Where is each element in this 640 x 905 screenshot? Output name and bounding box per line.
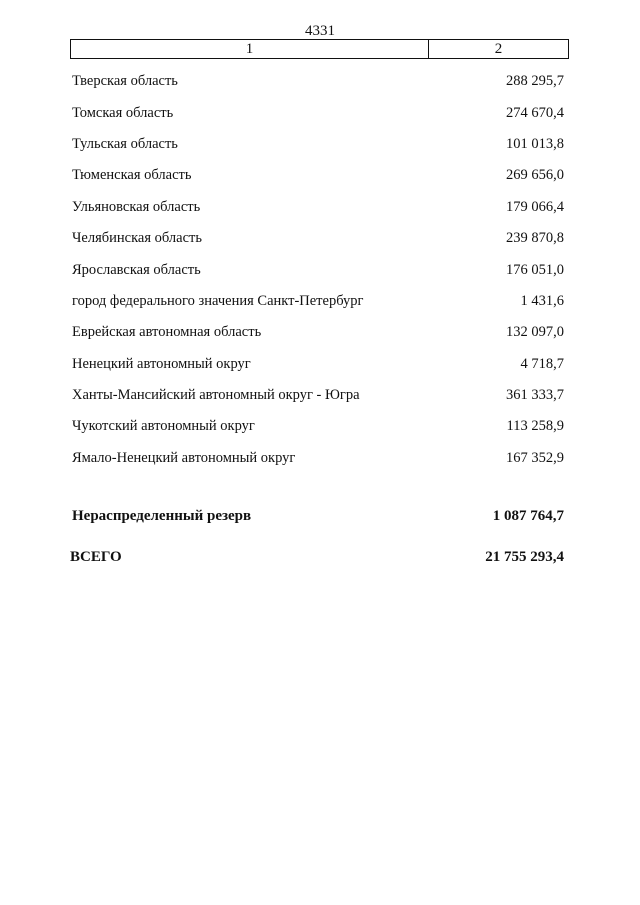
reserve-label: Нераспределенный резерв	[72, 508, 252, 524]
region-name: Томская область	[72, 104, 174, 121]
table-row	[72, 160, 564, 191]
column-header-2: 2	[494, 41, 503, 57]
total-amount: 21 755 293,4	[485, 549, 564, 565]
region-amount: 179 066,4	[506, 198, 564, 215]
region-amount: 288 295,7	[506, 73, 564, 90]
table-row	[72, 192, 564, 223]
region-amount: 176 051,0	[506, 261, 564, 278]
region-amount: 167 352,9	[506, 449, 564, 466]
region-amount: 269 656,0	[506, 167, 564, 184]
column-header-row	[70, 39, 569, 59]
total-label: ВСЕГО	[70, 549, 122, 565]
region-name: Ямало-Ненецкий автономный округ	[72, 449, 296, 466]
region-list	[72, 66, 564, 474]
region-amount: 4 718,7	[520, 355, 564, 372]
region-name: Ханты-Мансийский автономный округ - Югра	[72, 387, 360, 404]
reserve-amount: 1 087 764,7	[492, 508, 564, 524]
table-row	[72, 286, 564, 317]
region-amount: 274 670,4	[506, 104, 564, 121]
region-amount: 132 097,0	[506, 324, 564, 341]
total-row	[70, 549, 564, 566]
unallocated-reserve-row	[72, 508, 564, 525]
region-name: Ненецкий автономный округ	[72, 355, 251, 372]
table-row	[72, 223, 564, 254]
table-row	[72, 411, 564, 442]
region-name: Тульская область	[72, 135, 178, 152]
region-name: город федерального значения Санкт-Петербург	[72, 292, 364, 309]
table-row	[72, 129, 564, 160]
region-amount: 113 258,9	[506, 418, 564, 435]
region-name: Ярославская область	[72, 261, 201, 278]
region-name: Чукотский автономный округ	[72, 418, 255, 435]
table-row	[72, 380, 564, 411]
table-row	[72, 349, 564, 380]
region-name: Челябинская область	[72, 230, 202, 247]
table-row	[72, 97, 564, 128]
table-row	[72, 443, 564, 474]
region-amount: 1 431,6	[520, 292, 564, 309]
column-header-1: 1	[71, 40, 429, 58]
region-amount: 239 870,8	[506, 230, 564, 247]
region-name: Еврейская автономная область	[72, 324, 262, 341]
table-row	[72, 317, 564, 348]
region-name: Тюменская область	[72, 167, 192, 184]
region-amount: 101 013,8	[506, 135, 564, 152]
region-amount: 361 333,7	[506, 387, 564, 404]
region-name: Ульяновская область	[72, 198, 201, 215]
table-row	[72, 66, 564, 97]
page-number: 4331	[305, 23, 335, 39]
table-row	[72, 254, 564, 285]
region-name: Тверская область	[72, 73, 178, 90]
